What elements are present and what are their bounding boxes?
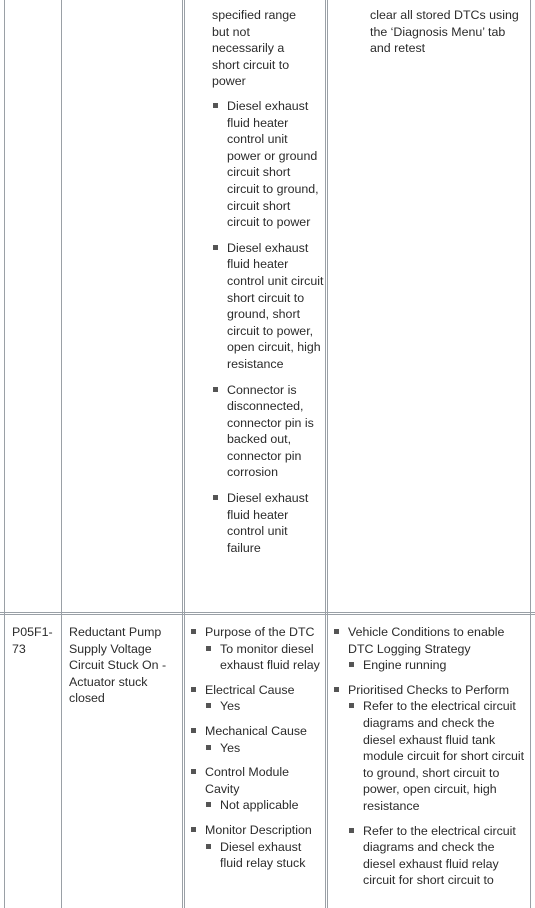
list-item: Prioritised Checks to Perform Refer to the electrical circuit diagrams and check the diesel exhaust fluid tank module circuit for short circuit to ground, short circuit to power, open circuit, high resistance Refer to the electrical circuit diagrams and check the diesel exhaust fluid relay circuit for short circuit to xyxy=(333,682,525,889)
bullet-icon xyxy=(191,687,196,692)
list-item: Yes xyxy=(205,740,322,757)
dtc-code: P05F1-73 xyxy=(12,625,53,656)
list-item: Mechanical Cause Yes xyxy=(190,723,322,756)
column-divider-1 xyxy=(61,0,62,908)
bullet-icon xyxy=(206,703,211,708)
bullet-icon xyxy=(206,745,211,750)
table-border-left xyxy=(4,0,5,908)
list-item: To monitor diesel exhaust fluid relay xyxy=(205,641,322,674)
bullet-icon xyxy=(349,662,354,667)
continuation-line: necessarily a xyxy=(212,41,285,56)
dtc-checks xyxy=(333,624,525,897)
list-item: Monitor Description Diesel exhaust fluid relay stuck xyxy=(190,822,322,872)
top-col4-continuation: clear all stored DTCs using the ‘Diagnosis Menu’ tab and retest xyxy=(370,8,519,56)
list-item: Diesel exhaust fluid heater control unit power or ground circuit short circuit to ground, circuit short circuit to power xyxy=(212,98,324,231)
bullet-icon xyxy=(213,245,218,250)
list-item: Yes xyxy=(205,698,322,715)
list-item: Diesel exhaust fluid relay stuck xyxy=(205,839,322,872)
continuation-line: power xyxy=(212,74,246,89)
bullet-icon xyxy=(191,769,196,774)
bullet-icon xyxy=(213,103,218,108)
continuation-line: but not xyxy=(212,24,250,39)
bullet-icon xyxy=(206,802,211,807)
continuation-line: short circuit to xyxy=(212,57,290,72)
table-border-right xyxy=(530,0,531,908)
row-divider xyxy=(0,612,535,615)
bullet-icon xyxy=(206,844,211,849)
bullet-icon xyxy=(349,703,354,708)
list-item: Engine running xyxy=(348,657,525,674)
bullet-icon xyxy=(191,827,196,832)
bullet-icon xyxy=(213,495,218,500)
top-col3-continuation xyxy=(212,7,324,90)
list-item: Control Module Cavity Not applicable xyxy=(190,764,322,814)
list-item: Electrical Cause Yes xyxy=(190,682,322,715)
list-item: Connector is disconnected, connector pin is backed out, connector pin corrosion xyxy=(212,382,324,482)
bullet-icon xyxy=(191,728,196,733)
bullet-icon xyxy=(191,629,196,634)
top-col3-list xyxy=(212,98,324,564)
list-item: Diesel exhaust fluid heater control unit failure xyxy=(212,490,324,556)
column-divider-2 xyxy=(182,0,185,908)
list-item: Refer to the electrical circuit diagrams and check the diesel exhaust fluid tank module circuit for short circuit to ground, short circuit to power, open circuit, high resistance xyxy=(348,698,525,814)
list-item: Not applicable xyxy=(205,797,322,814)
bullet-icon xyxy=(334,629,339,634)
dtc-details xyxy=(190,624,322,880)
list-item: Purpose of the DTC To monitor diesel exhaust fluid relay xyxy=(190,624,322,674)
bullet-icon xyxy=(213,387,218,392)
bullet-icon xyxy=(334,687,339,692)
list-item: Diesel exhaust fluid heater control unit circuit short circuit to ground, short circuit to power, open circuit, high resistance xyxy=(212,240,324,373)
column-divider-3 xyxy=(325,0,328,908)
bullet-icon xyxy=(206,646,211,651)
continuation-line: specified range xyxy=(212,8,297,22)
dtc-description: Reductant Pump Supply Voltage Circuit Stuck On - Actuator stuck closed xyxy=(69,625,167,706)
list-item: Vehicle Conditions to enable DTC Logging Strategy Engine running xyxy=(333,624,525,674)
bullet-icon xyxy=(349,828,354,833)
list-item: Refer to the electrical circuit diagrams and check the diesel exhaust fluid relay circuit for short circuit to xyxy=(348,823,525,889)
